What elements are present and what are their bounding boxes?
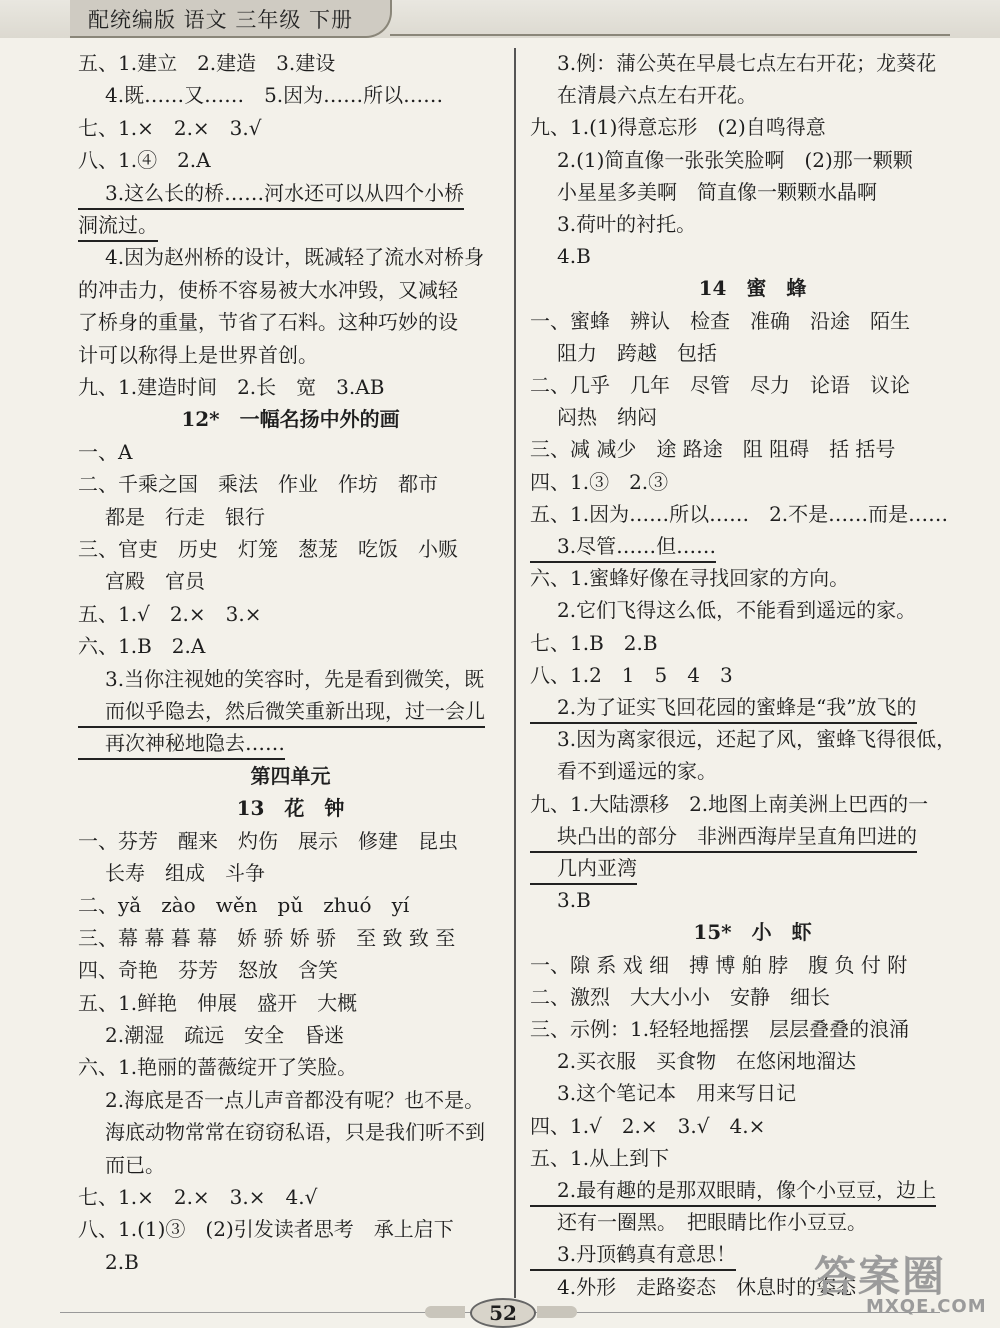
answer-line: 五、1.√ 2.× 3.× [78, 601, 262, 626]
answer-line: 五、1.建立 2.建造 3.建设 [78, 51, 336, 75]
answer-line: 六、1.B 2.A [78, 634, 206, 659]
answer-line: 4.因为赵州桥的设计，既减轻了流水对桥身 [105, 245, 485, 270]
answer-line: 而似乎隐去，然后微笑重新出现，过一会儿 [78, 696, 485, 728]
answer-line: 4.既……又…… 5.因为……所以…… [105, 83, 444, 108]
answer-line: 七、1.× 2.× 3.× 4.√ [78, 1185, 318, 1209]
answer-line: 都是 行走 银行 [105, 504, 265, 529]
answer-line: 2.为了证实飞回花园的蜜蜂是“我”放飞的 [530, 692, 917, 724]
answer-line: 3.荷叶的衬托。 [557, 212, 697, 236]
answer-line: 2.潮湿 疏远 安全 昏迷 [105, 1023, 345, 1047]
answer-line: 2.海底是否一点儿声音都没有呢？也不是。 [105, 1087, 485, 1112]
answer-line: 八、1.2 1 5 4 3 [530, 662, 733, 687]
answer-line: 第四单元 [250, 763, 331, 788]
answer-line: 四、1.③ 2.③ [530, 469, 669, 494]
answer-line: 再次神秘地隐去…… [78, 728, 285, 760]
answer-line: 3.这个笔记本 用来写日记 [557, 1081, 797, 1106]
answer-line: 的冲击力，使桥不容易被大水冲毁，又减轻 [78, 277, 458, 302]
answer-line: 小星星多美啊 简直像一颗颗水晶啊 [557, 179, 877, 204]
answer-line: 二、yǎ zào wěn pǔ zhuó yí [78, 893, 410, 918]
answer-line: 3.因为离家很远，还起了风，蜜蜂飞得很低， [557, 727, 957, 752]
page-number: 52 [470, 1298, 536, 1328]
answer-line: 二、几乎 几年 尽管 尽力 论语 议论 [530, 373, 910, 397]
column-divider [514, 48, 516, 1298]
answer-line: 长寿 组成 斗争 [105, 861, 265, 885]
answer-line: 二、激烈 大大小小 安静 细长 [530, 984, 830, 1009]
watermark-logo [806, 1244, 986, 1320]
answer-line: 五、1.因为……所以…… 2.不是……而是…… [530, 501, 949, 526]
answer-line: 13 花 钟 [236, 796, 345, 821]
answer-line: 六、1.艳丽的蔷薇绽开了笑脸。 [78, 1055, 358, 1080]
answer-line: 七、1.× 2.× 3.√ [78, 115, 262, 140]
answer-line: 一、蜜蜂 辨认 检查 准确 沿途 陌生 [530, 308, 910, 333]
answer-line: 三、幕 幕 暮 幕 娇 骄 娇 骄 至 致 致 至 [78, 925, 456, 950]
answer-line: 二、千乘之国 乘法 作业 作坊 都市 [78, 472, 438, 497]
answer-line: 4.外形 走路姿态 休息时的姿态 [557, 1274, 857, 1299]
answer-line: 九、1.(1)得意忘形 (2)自鸣得意 [530, 115, 826, 140]
answer-line: 洞流过。 [78, 210, 158, 242]
answer-line: 3.丹顶鹤真有意思！ [530, 1239, 736, 1271]
answer-line: 2.它们飞得这么低，不能看到遥远的家。 [557, 598, 917, 623]
answer-line: 3.例：蒲公英在早晨七点左右开花；龙葵花 [557, 51, 937, 75]
answer-line: 五、1.鲜艳 伸展 盛开 大概 [78, 990, 358, 1015]
answer-line: 还有一圈黑。 把眼睛比作小豆豆。 [557, 1210, 867, 1235]
watermark-url: MXQE.COM [866, 1296, 987, 1317]
answer-line: 六、1.蜜蜂好像在寻找回家的方向。 [530, 566, 850, 591]
answer-line: 几内亚湾 [530, 853, 637, 885]
answer-line: 2.最有趣的是那双眼睛，像个小豆豆，边上 [530, 1175, 936, 1207]
answer-line: 2.(1)简直像一张张笑脸啊 (2)那一颗颗 [557, 147, 913, 172]
answer-line: 了桥身的重量，节省了石料。这种巧妙的设 [78, 310, 458, 335]
answer-line: 15* 小 虾 [693, 920, 812, 945]
answer-line: 3.这么长的桥……河水还可以从四个小桥 [78, 178, 464, 210]
answer-line: 2.买衣服 买食物 在悠闲地溜达 [557, 1049, 857, 1074]
answer-line: 三、减 减少 途 路途 阻 阻碍 括 括号 [530, 437, 896, 462]
answer-line: 阻力 跨越 包括 [557, 340, 717, 365]
header-title: 配统编版 语文 三年级 下册 [88, 8, 354, 32]
page-ornament-left [425, 1306, 465, 1318]
answer-line: 三、示例：1.轻轻地摇摆 层层叠叠的浪涌 [530, 1017, 910, 1041]
answer-line: 八、1.(1)③ (2)引发读者思考 承上启下 [78, 1217, 454, 1242]
answer-line: 宫殿 官员 [105, 569, 205, 594]
answer-line: 块凸出的部分 非洲西海岸呈直角凹进的 [530, 821, 917, 853]
answer-line: 四、1.√ 2.× 3.√ 4.× [530, 1113, 766, 1138]
answer-line: 看不到遥远的家。 [557, 759, 717, 784]
answer-line: 计可以称得上是世界首创。 [78, 342, 318, 367]
answer-line: 14 蜜 蜂 [698, 276, 807, 301]
watermark-main: 答案圈 [814, 1252, 947, 1301]
answer-line: 三、官吏 历史 灯笼 葱茏 吃饭 小贩 [78, 537, 458, 561]
answer-line: 在清晨六点左右开花。 [557, 83, 757, 108]
answer-line: 一、A [78, 439, 133, 464]
answer-line: 八、1.④ 2.A [78, 148, 211, 173]
header-rule [390, 34, 950, 36]
answer-line: 3.B [557, 888, 591, 913]
answer-line: 一、芬芳 醒来 灼伤 展示 修建 昆虫 [78, 828, 458, 853]
answer-line: 一、隙 系 戏 细 搏 博 舶 脖 腹 负 付 附 [530, 952, 908, 977]
answer-line: 而已。 [105, 1152, 165, 1177]
answer-line: 九、1.建造时间 2.长 宽 3.AB [78, 375, 385, 399]
answer-line: 闷热 纳闷 [557, 405, 657, 430]
answer-line: 12* 一幅名扬中外的画 [181, 407, 400, 432]
answer-line: 4.B [557, 244, 591, 269]
answer-line: 海底动物常常在窃窃私语，只是我们听不到 [105, 1120, 485, 1145]
answer-line: 2.B [105, 1249, 139, 1274]
answer-line: 九、1.大陆漂移 2.地图上南美洲上巴西的一 [530, 791, 929, 816]
answer-line: 五、1.从上到下 [530, 1145, 670, 1170]
answer-line: 七、1.B 2.B [530, 630, 658, 655]
answer-line: 3.尽管……但…… [530, 531, 716, 563]
page-ornament-right [537, 1306, 577, 1318]
answer-line: 四、奇艳 芬芳 怒放 含笑 [78, 958, 338, 983]
answer-line: 3.当你注视她的笑容时，先是看到微笑，既 [105, 666, 485, 691]
